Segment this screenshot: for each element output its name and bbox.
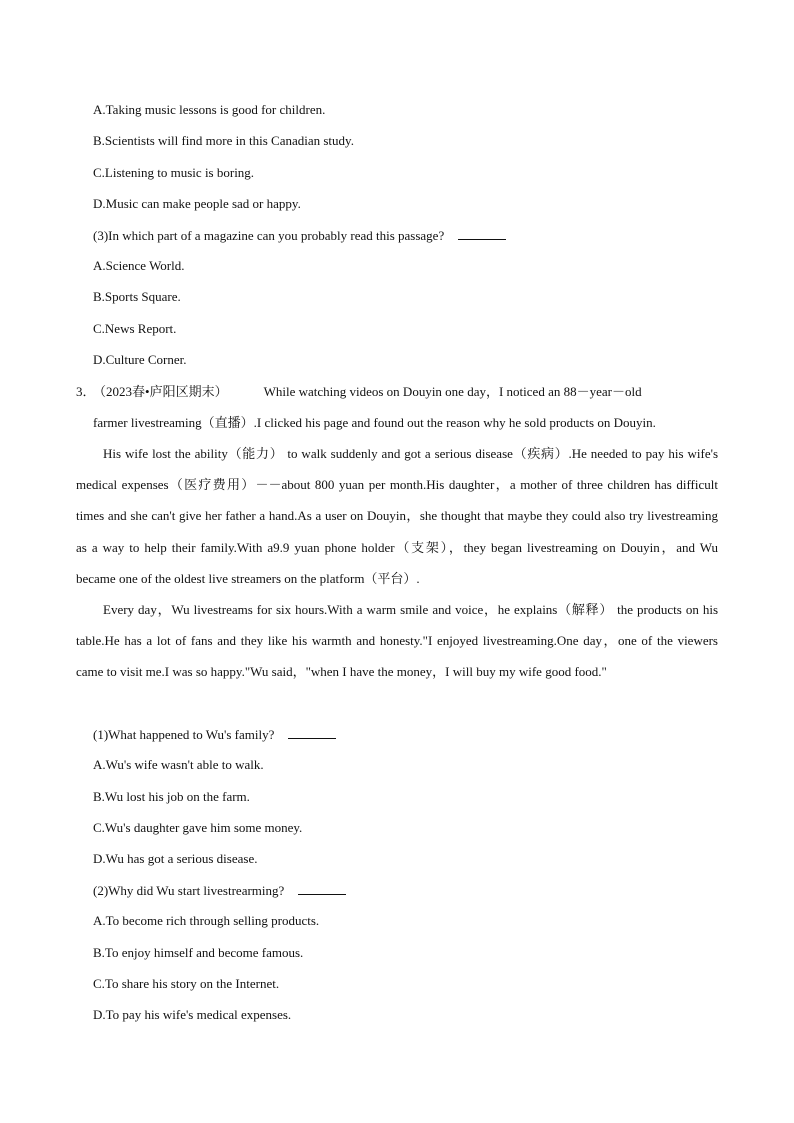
option-q3-1a: A.Wu's wife wasn't able to walk. — [93, 757, 264, 772]
option-2a: A.Taking music lessons is good for children. — [93, 102, 326, 117]
answer-blank[interactable] — [288, 726, 336, 739]
option-2c: C.Listening to music is boring. — [93, 165, 255, 180]
option-q3-1d: D.Wu has got a serious disease. — [93, 851, 258, 866]
sub-question-2-text: (2)Why did Wu start livestrearming? — [93, 883, 285, 898]
sub-question-3 — [93, 227, 506, 244]
passage-paragraph-3: Every day，Wu livestreams for six hours.With a warm smile and voice，he explains（解释） the products on his table.He has a lot of fans and they like his warmth and honesty."I enjoyed livestreaming.One day，one of the viewers came to visit me.I was so happy."Wu said，"when I have the money，I will buy my wife good food." — [76, 602, 718, 680]
option-q3-2b: B.To enjoy himself and become famous. — [93, 945, 304, 960]
sub-question-1 — [93, 726, 336, 743]
answer-blank[interactable] — [458, 227, 506, 240]
option-q3-1b: B.Wu lost his job on the farm. — [93, 789, 250, 804]
option-q3-2c: C.To share his story on the Internet. — [93, 976, 280, 991]
passage-paragraph-2: His wife lost the ability（能力） to walk suddenly and got a serious disease（疾病）.He needed to pay his wife's medical expenses（医疗费用）－－about 800 yuan per month.His daughter，a mother of three children has difficult times and she can't give her father a hand.As a user on Douyin，she thought that maybe they could also try livestreaming as a way to help their family.With a9.9 yuan phone holder（支架），they began livestreaming on Douyin，and Wu became one of the oldest live streamers on the platform（平台）. — [76, 446, 718, 586]
passage — [76, 438, 718, 688]
option-q3-1c: C.Wu's daughter gave him some money. — [93, 820, 303, 835]
question-first-line-cont: farmer livestreaming（直播）.I clicked his page and found out the reason why he sold products on Douyin. — [93, 415, 656, 431]
option-q3-2a: A.To become rich through selling products. — [93, 913, 320, 928]
option-3a: A.Science World. — [93, 258, 185, 273]
question-number: 3． — [76, 384, 96, 399]
sub-question-3-text: (3)In which part of a magazine can you probably read this passage? — [93, 228, 445, 243]
answer-blank[interactable] — [298, 882, 346, 895]
option-2b: B.Scientists will find more in this Canadian study. — [93, 133, 354, 148]
question-3-header — [76, 376, 718, 438]
question-source: （2023春•庐阳区期末） — [99, 384, 228, 399]
sub-question-1-text: (1)What happened to Wu's family? — [93, 727, 275, 742]
option-3b: B.Sports Square. — [93, 289, 181, 304]
option-3d: D.Culture Corner. — [93, 352, 187, 367]
question-first-line: While watching videos on Douyin one day，I noticed an 88－year－old — [263, 384, 642, 399]
option-3c: C.News Report. — [93, 321, 177, 336]
option-2d: D.Music can make people sad or happy. — [93, 196, 301, 211]
sub-question-2 — [93, 882, 346, 899]
option-q3-2d: D.To pay his wife's medical expenses. — [93, 1007, 292, 1022]
